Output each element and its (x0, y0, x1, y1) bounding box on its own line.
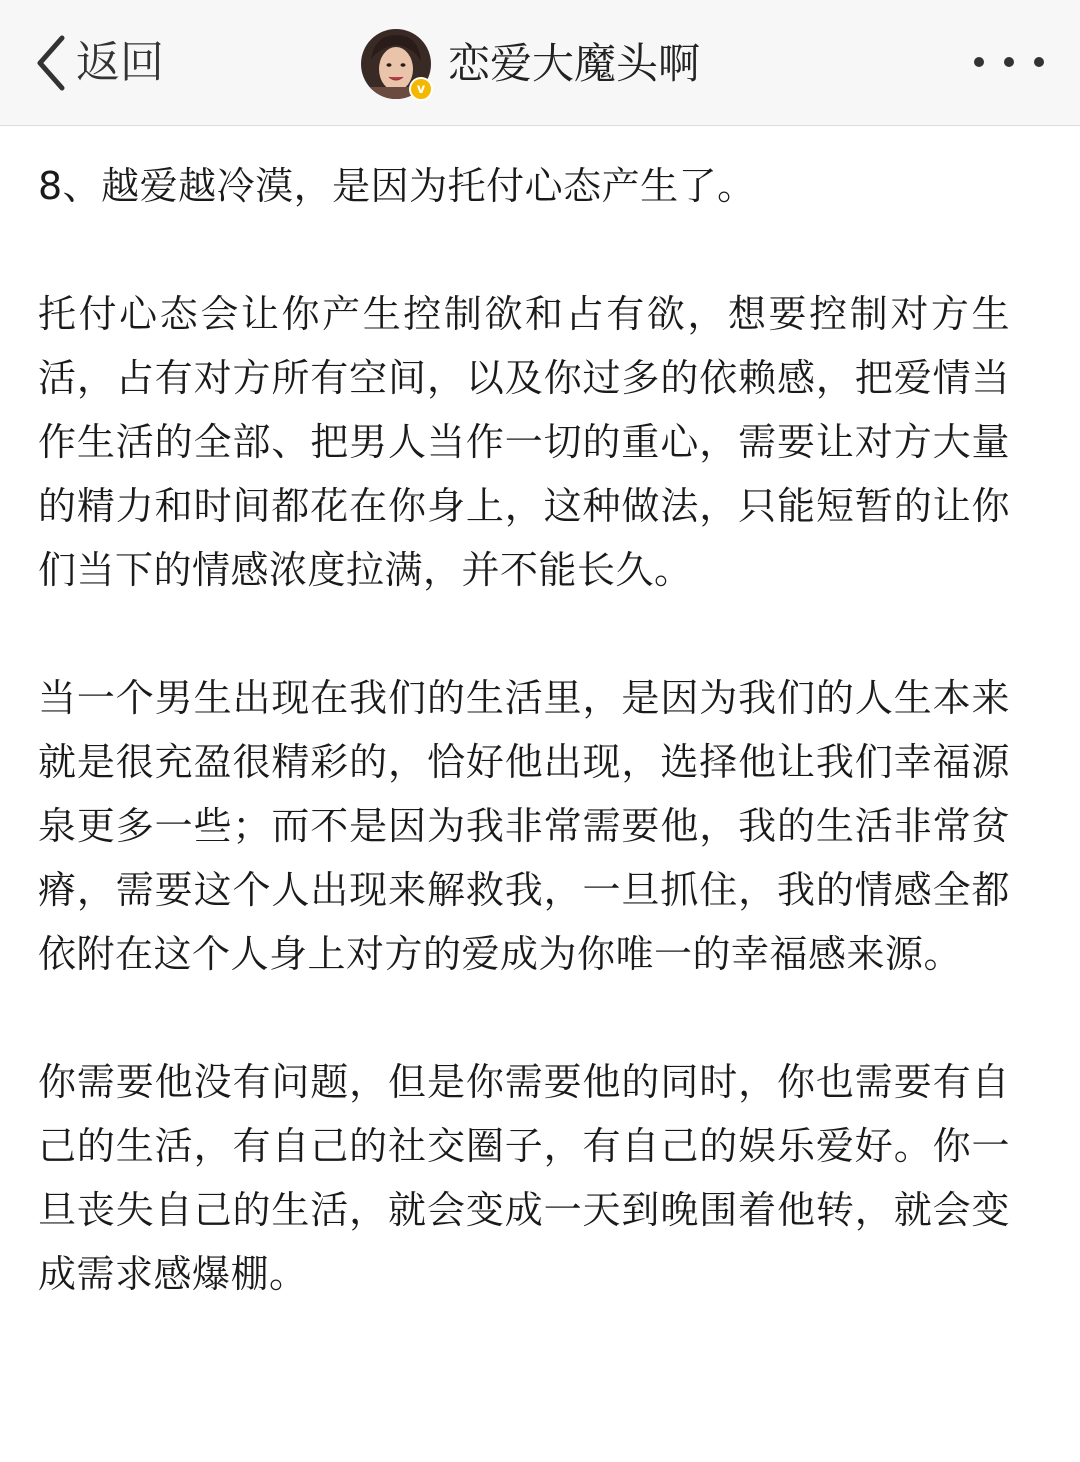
post-paragraph: 当一个男生出现在我们的生活里，是因为我们的人生本来就是很充盈很精彩的，恰好他出现，选择他让我们幸福源泉更多一些；而不是因为我非常需要他，我的生活非常贫瘠，需要这个人出现来解救我，一旦抓住，我的情感全都依附在这个人身上对方的爱成为你唯一的幸福感来源。 (38, 676, 1010, 976)
post-heading: 8、越爱越冷漠，是因为托付心态产生了。 (38, 164, 756, 208)
author-profile[interactable] (361, 29, 700, 99)
avatar[interactable] (361, 29, 431, 99)
author-name[interactable]: 恋爱大魔头啊 (448, 39, 701, 88)
more-dot-icon (974, 57, 984, 67)
top-nav-bar (0, 0, 1080, 126)
back-button[interactable] (32, 30, 164, 96)
more-dot-icon (1004, 57, 1014, 67)
post-paragraph: 托付心态会让你产生控制欲和占有欲，想要控制对方生活，占有对方所有空间，以及你过多的依赖感，把爱情当作生活的全部、把男人当作一切的重心，需要让对方大量的精力和时间都花在你身上，这种做法，只能短暂的让你们当下的情感浓度拉满，并不能长久。 (38, 292, 1010, 592)
verified-badge-icon: v (409, 77, 433, 101)
more-dot-icon (1034, 57, 1044, 67)
chevron-left-icon (32, 30, 72, 96)
more-options-button[interactable] (974, 42, 1044, 82)
post-content (38, 154, 1010, 1370)
back-label: 返回 (76, 37, 164, 88)
post-paragraph: 你需要他没有问题，但是你需要他的同时，你也需要有自己的生活，有自己的社交圈子，有自己的娱乐爱好。你一旦丧失自己的生活，就会变成一天到晚围着他转，就会变成需求感爆棚。 (38, 1060, 1010, 1296)
